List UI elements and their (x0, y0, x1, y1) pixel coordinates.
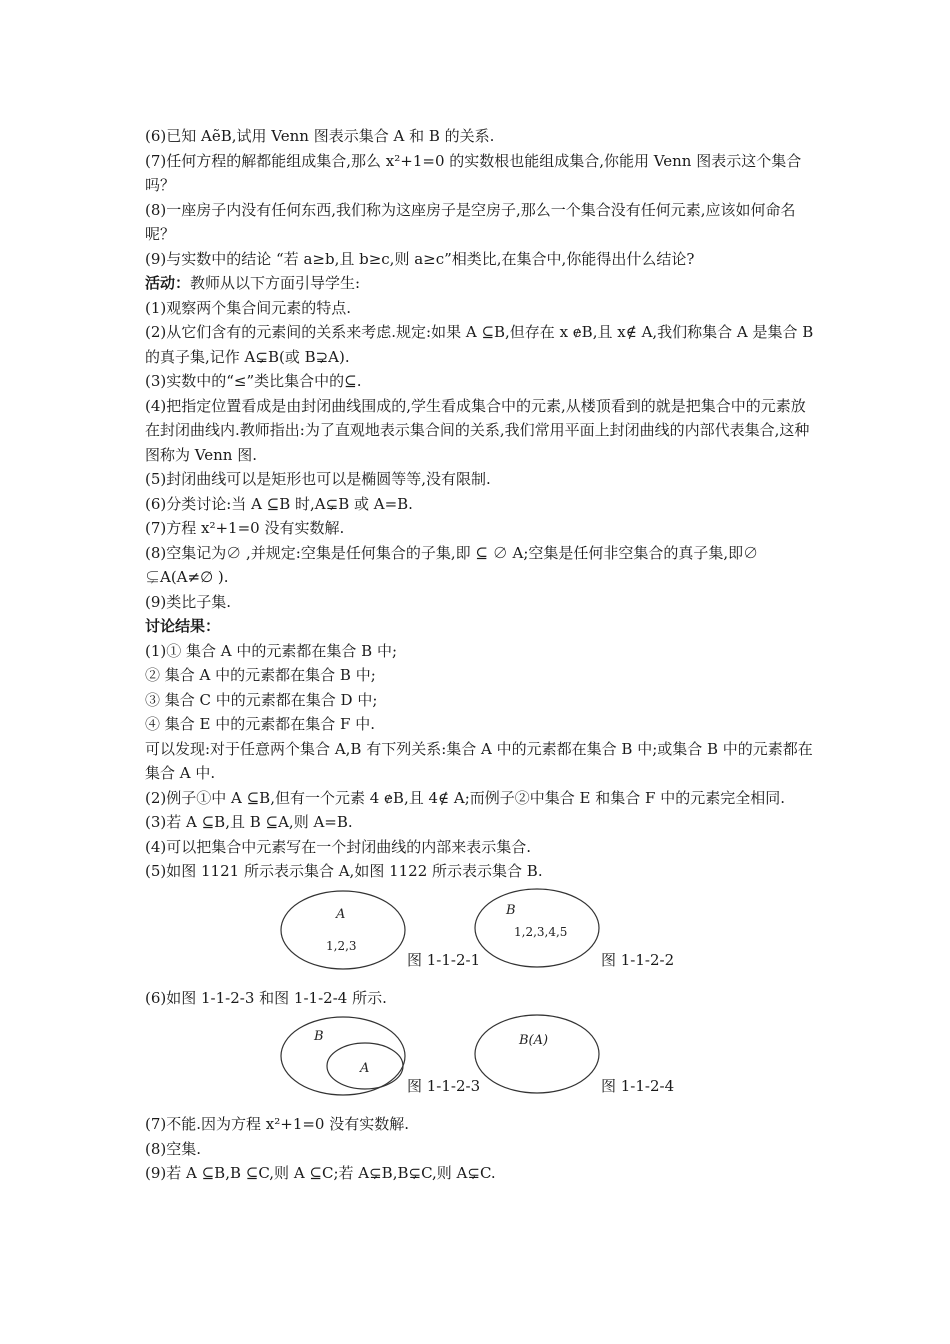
result-item-9: (9)若 A ⊆B,B ⊆C,则 A ⊆C;若 A⊊B,B⊊C,则 A⊊C. (145, 1164, 496, 1182)
figure-caption-1: 图 1-1-2-1 (407, 950, 481, 969)
result-item-1b: ② 集合 A 中的元素都在集合 B 中; (145, 666, 376, 684)
figure-caption-4: 图 1-1-2-4 (601, 1077, 675, 1095)
activity-intro: 教师从以下方面引导学生: (190, 274, 361, 292)
outer-set-b-ellipse (281, 1017, 405, 1095)
figure-row-1 (145, 888, 815, 984)
activity-item-2: (2)从它们含有的元素间的关系来考虑.规定:如果 A ⊆B,但存在 x ɇB,且 x∉ A,我们称集合 A 是集合 B 的真子集,记作 A⊊B(或 B⊋A). (145, 323, 814, 366)
question-7: (7)任何方程的解都能组成集合,那么 x²+1=0 的实数根也能组成集合,你能用 Venn 图表示这个集合吗？ (145, 151, 802, 194)
activity-item-7: (7)方程 x²+1=0 没有实数解. (145, 519, 345, 537)
venn-diagram-subset (280, 1016, 410, 1098)
outer-set-label: B (314, 1029, 324, 1044)
venn-diagram-set-a (280, 890, 410, 972)
activity-item-4: (4)把指定位置看成是由封闭曲线围成的,学生看成集合中的元素,从楼顶看到的就是把集合中的元素放在封闭曲线内.教师指出:为了直观地表示集合间的关系,我们常用平面上封闭曲线的内部代表集合,这种图称为 Venn 图. (145, 396, 810, 464)
question-6: (6)已知 AẽB,试用 Venn 图表示集合 A 和 B 的关系. (145, 127, 495, 145)
equal-sets-ellipse (475, 1015, 599, 1093)
venn-diagram-equal-sets (474, 1014, 604, 1096)
venn-diagram-set-b (474, 888, 604, 970)
document-page (145, 124, 815, 1186)
result-item-8: (8)空集. (145, 1139, 202, 1158)
activity-item-1: (1)观察两个集合间元素的特点. (145, 298, 352, 317)
equal-sets-label: B(A) (519, 1033, 549, 1048)
result-item-1d: ④ 集合 E 中的元素都在集合 F 中. (145, 715, 375, 733)
activity-paragraph (145, 271, 815, 296)
activity-item-6: (6)分类讨论:当 A ⊆B 时,A⊊B 或 A=B. (145, 494, 413, 513)
result-observation: 可以发现:对于任意两个集合 A,B 有下列关系:集合 A 中的元素都在集合 B 中;或集合 B 中的元素都在集合 A 中. (145, 739, 813, 782)
figure-row-2 (145, 1014, 815, 1110)
activity-heading: 活动： (145, 274, 191, 292)
set-a-elements: 1,2,3 (326, 938, 357, 953)
set-a-ellipse (281, 891, 405, 969)
result-item-6: (6)如图 1-1-2-3 和图 1-1-2-4 所示. (145, 988, 387, 1007)
result-item-3: (3)若 A ⊆B,且 B ⊆A,则 A=B. (145, 813, 353, 831)
question-8: (8)一座房子内没有任何东西,我们称为这座房子是空房子,那么一个集合没有任何元素,应该如何命名呢？ (145, 200, 796, 243)
set-a-label: A (336, 906, 346, 922)
result-item-2: (2)例子①中 A ⊆B,但有一个元素 4 ɇB,且 4∉ A;而例子②中集合 E 和集合 F 中的元素完全相同. (145, 788, 785, 807)
figure-caption-2: 图 1-1-2-2 (601, 950, 675, 969)
result-item-1c: ③ 集合 C 中的元素都在集合 D 中; (145, 690, 378, 709)
set-b-label: B (506, 902, 516, 918)
activity-item-3: (3)实数中的“≤”类比集合中的⊆. (145, 372, 362, 390)
result-item-1a: (1)① 集合 A 中的元素都在集合 B 中; (145, 641, 397, 660)
inner-set-label: A (360, 1061, 370, 1076)
question-9: (9)与实数中的结论 “若 a≥b,且 b≥c,则 a≥c”相类比,在集合中,你能得出什么结论? (145, 249, 695, 268)
results-heading: 讨论结果： (145, 617, 221, 635)
figure-caption-3: 图 1-1-2-3 (407, 1077, 481, 1095)
result-item-5: (5)如图 1121 所示表示集合 A,如图 1122 所示表示集合 B. (145, 862, 543, 880)
set-b-elements: 1,2,3,4,5 (514, 924, 568, 939)
activity-item-8: (8)空集记为∅ ,并规定:空集是任何集合的子集,即 ⊆ ∅ A;空集是任何非空集合的真子集,即∅ ⊊A(A≠∅ ). (145, 543, 759, 586)
result-item-7: (7)不能.因为方程 x²+1=0 没有实数解. (145, 1115, 410, 1133)
activity-item-9: (9)类比子集. (145, 592, 232, 611)
result-item-4: (4)可以把集合中元素写在一个封闭曲线的内部来表示集合. (145, 837, 532, 856)
activity-item-5: (5)封闭曲线可以是矩形也可以是椭圆等等,没有限制. (145, 470, 491, 488)
